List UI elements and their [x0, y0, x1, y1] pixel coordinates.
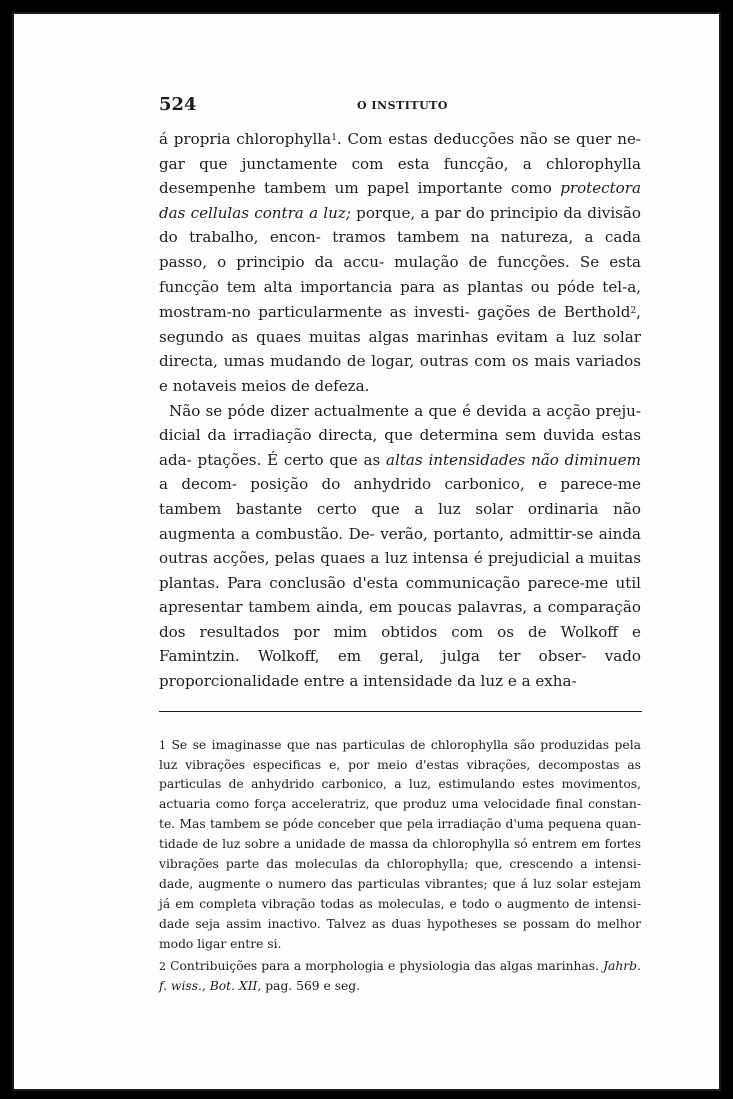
fn1-line-8: dade, augmente o numero das particulas vibrantes; que á luz solar estejam — [159, 877, 641, 891]
p2-line-11: vado proporcionalidade entre a intensidade da luz e a exha- — [159, 647, 641, 691]
p1-line-3: tambem um papel importante como — [263, 179, 561, 198]
p2-line-3: ptações. É certo que as — [197, 450, 387, 469]
footnote-2 — [159, 957, 641, 997]
p2-line-10: os de Wolkoff e Famintzin. Wolkoff, em geral, julga ter obser- — [159, 622, 641, 666]
p1-line-5: tramos tambem na natureza, a cada passo, o principio da accu- — [159, 228, 642, 271]
p2-line-4: posição do anhydrido carbonico, e parece-me tambem bastante — [159, 475, 641, 518]
fn1-line-10: dade seja assim inactivo. Talvez as duas hypotheses se possam do melhor — [159, 916, 641, 931]
footnote-ref-1: 1 — [331, 133, 337, 143]
page-number: 524 — [159, 94, 197, 115]
fn1-line-1: Se se imaginasse que nas particulas de chlorophylla são produzidas — [171, 737, 610, 752]
paragraph-2 — [159, 399, 641, 694]
p2-line-6: verão, portanto, admittir-se ainda outras acções, pelas quaes a — [159, 524, 641, 568]
fn2-line-2: pag. 569 e seg. — [261, 978, 361, 993]
fn1-line-4: actuaria como força acceleratriz, que produz uma velocidade final constan- — [159, 797, 641, 812]
p2-line-7: luz intensa é prejudicial a muitas plantas. Para conclusão d'esta — [159, 549, 641, 592]
p1-line-4: porque, a par do principio da divisão do trabalho, encon- — [159, 203, 641, 247]
fn1-line-3: particulas de anhydrido carbonico, a luz, estimulando estes movimentos, — [159, 777, 641, 792]
fn1-line-11: modo ligar entre si. — [159, 936, 282, 951]
body-text — [159, 126, 641, 694]
fn1-line-2: pela luz vibrações especificas e, por meio d'estas vibrações, decompostas as — [159, 737, 641, 772]
p2-line-9: palavras, a comparação dos resultados por mim obtidos com — [159, 598, 641, 641]
footnote-2-number: 2 — [159, 959, 166, 973]
p1-line-3-italic: protectora das cellulas contra — [159, 179, 641, 222]
p2-line-3-rest: a decom- — [159, 475, 237, 494]
fn1-line-9: já em completa vibração todas as moleculas, e todo o augmento de intensi- — [159, 896, 641, 911]
p1-line-4-italic: a luz; — [309, 203, 351, 222]
footnote-ref-2: 2 — [630, 306, 637, 317]
footnote-1 — [159, 736, 641, 955]
p1-line-10: os mais variados e notaveis meios de defeza. — [159, 352, 641, 395]
fn2-line-2-italic: Jahrb. f. wiss., Bot. XII, — [159, 958, 641, 993]
p1-line-7: as plantas ou póde tel-a, mostram-no particularmente as investi- — [159, 277, 641, 322]
p2-line-3-italic: altas intensidades não diminuem — [386, 450, 641, 469]
p1-line-2: gar que junctamente com esta funcção, a chlorophylla desempenhe — [159, 154, 641, 198]
page-frame — [12, 12, 721, 1091]
book-page — [159, 94, 641, 996]
p1-line-8-rest: , segundo as quaes muitas algas marinhas — [159, 303, 641, 346]
footnotes — [159, 736, 641, 997]
p2-line-1: Não se póde dizer actualmente a que é devida a acção preju- — [169, 401, 641, 420]
fn1-line-5: te. Mas tambem se póde conceber que pela irradiação d'uma pequena quan- — [159, 817, 641, 832]
p1-line-1: á propria chlorophylla — [159, 130, 332, 148]
p2-line-8: communicação parece-me util apresentar tambem ainda, em poucas — [159, 573, 641, 617]
p1-line-9: evitam a luz solar directa, umas mudando de logar, outras com — [159, 327, 641, 371]
page-header — [159, 94, 641, 120]
p1-line-1-rest: . Com estas deducções não se quer ne- — [336, 130, 642, 148]
fn1-line-7: vibrações parte das moleculas da chlorophylla; que, crescendo a intensi- — [159, 857, 641, 872]
fn1-line-6: tidade de luz sobre a unidade de massa da chlorophylla só entrem em fortes — [159, 837, 641, 852]
paragraph-1 — [159, 126, 641, 399]
p2-line-5: certo que a luz solar ordinaria não augmenta a combustão. De- — [159, 499, 641, 543]
running-title: O INSTITUTO — [357, 99, 448, 112]
p1-line-8: gações de Berthold — [477, 303, 631, 322]
p1-line-6: mulação de funcções. Se esta funcção tem alta importancia para — [159, 252, 641, 296]
fn2-line-1: Contribuições para a morphologia e physiologia das algas marinhas. — [170, 958, 600, 973]
footnote-1-number: 1 — [159, 738, 166, 752]
p2-line-2: dicial da irradiação directa, que determina sem duvida estas ada- — [159, 426, 641, 469]
footnote-divider — [159, 711, 642, 712]
